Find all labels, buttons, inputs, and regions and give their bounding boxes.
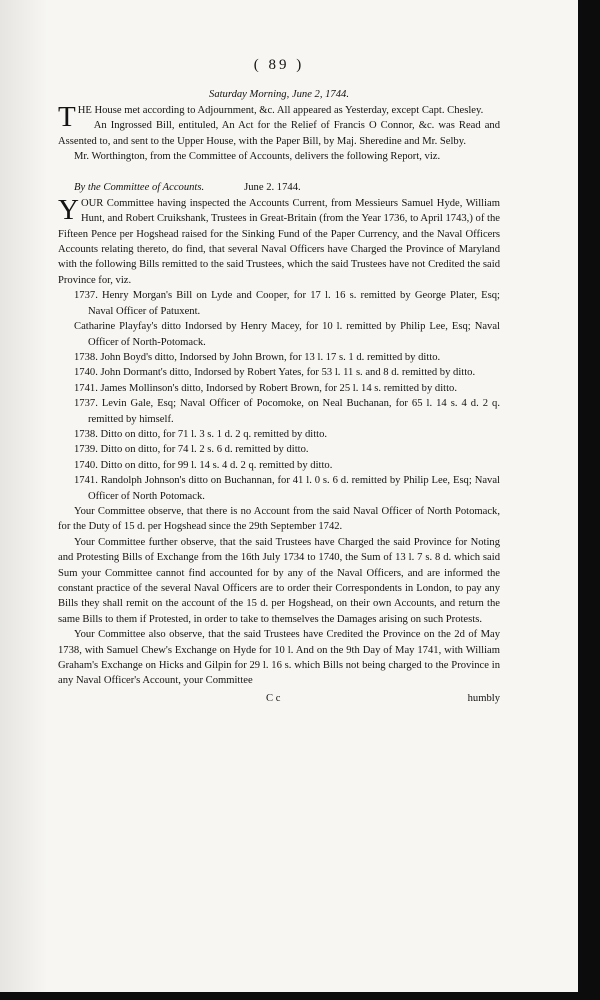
scan-border-right bbox=[578, 0, 600, 1000]
bill-entry: 1740. Ditto on ditto, for 99 l. 14 s. 4 d. 2 q. remitted by ditto. bbox=[74, 459, 333, 471]
page-content bbox=[58, 58, 500, 706]
paragraph-no-account: Your Committee observe, that there is no Account from the said Naval Officer of North Potomack, for the Duty of 15 d. per Hogshead since the 29th September 1742. bbox=[58, 505, 500, 533]
opening-text: HE House met according to Adjournment, &c. All appeared as Yesterday, except Capt. Chesley. bbox=[77, 104, 484, 116]
scan-border-bottom bbox=[0, 992, 600, 1000]
opening-paragraph bbox=[58, 100, 500, 133]
page-number: ( 89 ) bbox=[253, 57, 305, 73]
bill-entry: 1737. Henry Morgan's Bill on Lyde and Cooper, for 17 l. 16 s. remitted by George Plater, Esq; Naval Officer of Patuxent. bbox=[74, 290, 500, 317]
bill-entry: 1738. Ditto on ditto, for 71 l. 3 s. 1 d. 2 q. remitted by ditto. bbox=[74, 428, 328, 440]
catchword: humbly bbox=[467, 692, 500, 704]
report-heading-title: By the Committee of Accounts. bbox=[74, 182, 205, 194]
date-heading: Saturday Morning, June 2, 1744. bbox=[209, 89, 349, 101]
report-heading-date: June 2. 1744. bbox=[244, 182, 301, 194]
paragraph-ingrossed-bill: An Ingrossed Bill, entituled, An Act for the Relief of Francis O Connor, &c. was Read and Assented to, and sent to the Upper House, with the Paper Bill, by Maj. Sheredine and Mr. Selby. bbox=[58, 120, 500, 147]
opening-dropcap: T bbox=[58, 100, 76, 133]
report-intro bbox=[58, 193, 500, 288]
paragraph-credited-bills: Your Committee also observe, that the said Trustees have Credited the Province on the 2d of May 1738, with Samuel Chew's Exchange on Hyde for 10 l. And on the 9th Day of May 1741, with William Graham's Exchange on Hicks and Gilpin for 29 l. 16 s. which Bills not being charged to the Province in any Naval Officer's Account, your Committee bbox=[58, 629, 500, 687]
report-heading bbox=[58, 180, 500, 195]
report-dropcap: Y bbox=[58, 193, 79, 226]
report-intro-text: OUR Committee having inspected the Accounts Current, from Messieurs Samuel Hyde, William Hunt, and Robert Cruikshank, Trustees in Great-Britain (from the Year 1736, to April 1743,) of the Fifteen Pence per Hogshead raised for the Sinking Fund of the Paper Currency, and the Naval Officers Accounts relating thereto, do find, that several Naval Officers have Charged the Province of Maryland with the following Bills remitted to the said Trustees, which the said Trustees have not Credited the said Province for, viz. bbox=[58, 197, 500, 286]
paragraph-protest-charges: Your Committee further observe, that the said Trustees have Charged the said Province for Noting and Protesting Bills of Exchange from the 16th July 1734 to 1740, the Sum of 13 l. 7 s. 8 d. which said Sum your Committee cannot find accounted for by any of the Naval Officers, and are informed the constant practice of the several Naval Officers are to order their Correspondents in London, to pay any Bills they shall remit on the account of the 15 d. per Hogshead, on their own Accounts, and return the same Bills to them if Protested, in order to take to themselves the Damages arising on such Protests. bbox=[58, 536, 500, 625]
spine-shadow bbox=[0, 0, 48, 992]
bill-entry: 1741. Randolph Johnson's ditto on Buchannan, for 41 l. 0 s. 6 d. remitted by Philip Lee, Esq; Naval Officer of North Potomack. bbox=[74, 475, 500, 502]
page-footer bbox=[58, 691, 500, 706]
bill-entry: Catharine Playfay's ditto Indorsed by Henry Macey, for 10 l. remitted by Philip Lee, Esq; Naval Officer of North-Potomack. bbox=[74, 321, 500, 348]
bill-entry: 1741. James Mollinson's ditto, Indorsed by Robert Brown, for 25 l. 14 s. remitted by ditto. bbox=[74, 382, 457, 394]
signature-mark: C c bbox=[266, 692, 281, 704]
paragraph-report-delivery: Mr. Worthington, from the Committee of Accounts, delivers the following Report, viz. bbox=[74, 151, 441, 163]
bill-entry: 1738. John Boyd's ditto, Indorsed by John Brown, for 13 l. 17 s. 1 d. remitted by ditto. bbox=[74, 351, 441, 363]
bill-entry: 1739. Ditto on ditto, for 74 l. 2 s. 6 d. remitted by ditto. bbox=[74, 444, 309, 456]
bill-entry: 1737. Levin Gale, Esq; Naval Officer of Pocomoke, on Neal Buchanan, for 65 l. 14 s. 4 d. 2 q. remitted by himself. bbox=[74, 398, 500, 425]
bill-entry: 1740. John Dormant's ditto, Indorsed by Robert Yates, for 53 l. 11 s. and 8 d. remitted by ditto. bbox=[74, 367, 476, 379]
